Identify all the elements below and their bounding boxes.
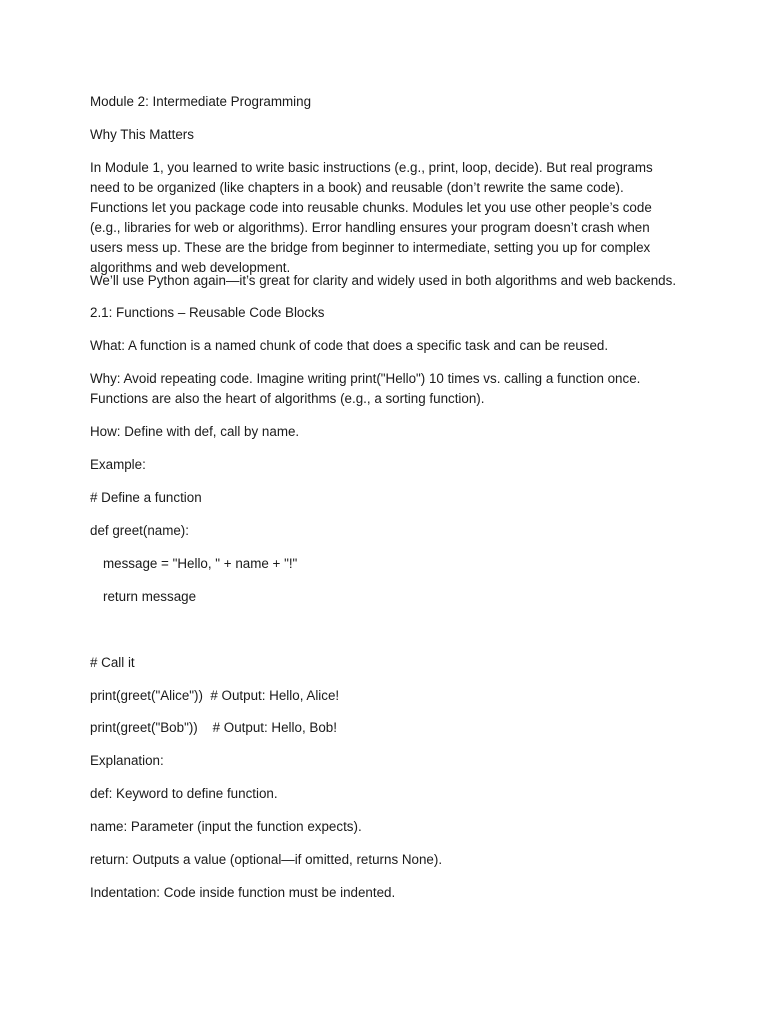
explanation-item: return: Outputs a value (optional—if omitted, returns None). bbox=[90, 852, 443, 867]
code-return-line: return message bbox=[103, 589, 197, 604]
example-label: Example: bbox=[90, 457, 146, 472]
section-heading: Why This Matters bbox=[90, 127, 194, 142]
code-def-line: def greet(name): bbox=[90, 523, 189, 538]
explanation-item: name: Parameter (input the function expects). bbox=[90, 819, 362, 834]
what-paragraph: What: A function is a named chunk of code that does a specific task and can be reused. bbox=[90, 338, 609, 353]
subsection-heading: 2.1: Functions – Reusable Code Blocks bbox=[90, 305, 325, 320]
explanation-label: Explanation: bbox=[90, 753, 164, 768]
code-message-line: message = "Hello, " + name + "!" bbox=[103, 556, 298, 571]
code-print-alice: print(greet("Alice")) # Output: Hello, Alice! bbox=[90, 688, 340, 703]
how-paragraph: How: Define with def, call by name. bbox=[90, 424, 300, 439]
intro-paragraph: In Module 1, you learned to write basic instructions (e.g., print, loop, decide). But real programs need to be organized (like chapters in a book) and reusable (don’t rewrite the same code). Functions let you package code into reusable chunks. Modules let you use other people’s code (e.g., libraries for web or algorithms). Error handling ensures your program doesn’t crash when users mess up. These are the bridge from beginner to intermediate, setting you up for complex algorithms and web development. bbox=[90, 160, 653, 275]
why-paragraph: Why: Avoid repeating code. Imagine writing print("Hello") 10 times vs. calling a function once. Functions are also the heart of algorithms (e.g., a sorting function). bbox=[90, 371, 641, 406]
document-title: Module 2: Intermediate Programming bbox=[90, 94, 312, 109]
code-print-bob: print(greet("Bob")) # Output: Hello, Bob! bbox=[90, 720, 337, 735]
explanation-item: def: Keyword to define function. bbox=[90, 786, 278, 801]
code-comment-call: # Call it bbox=[90, 655, 135, 670]
code-comment-define: # Define a function bbox=[90, 490, 202, 505]
python-note: We’ll use Python again—it’s great for clarity and widely used in both algorithms and web backends. bbox=[90, 273, 677, 288]
explanation-item: Indentation: Code inside function must be indented. bbox=[90, 885, 396, 900]
